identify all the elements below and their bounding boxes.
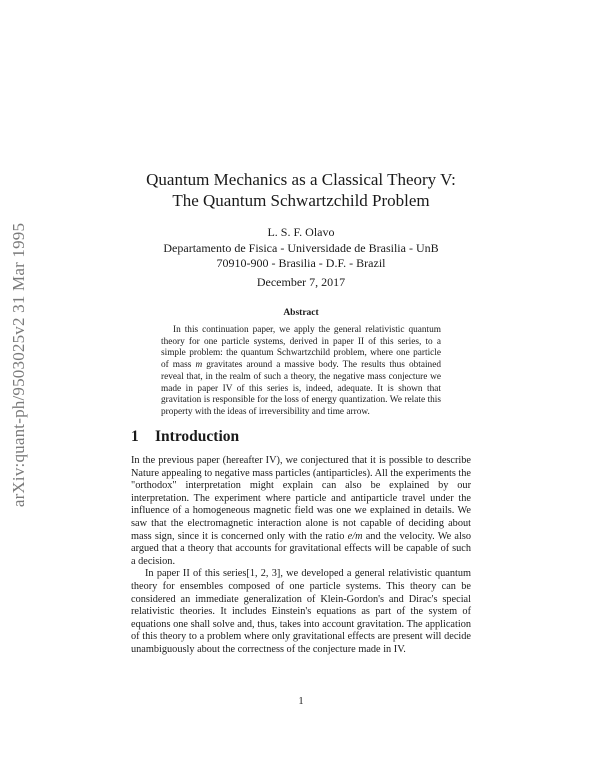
title-line-1: Quantum Mechanics as a Classical Theory V: (146, 170, 456, 189)
ratio-symbol: e/m (347, 530, 363, 542)
affiliation-line-2: 70910-900 - Brasilia - D.F. - Brazil (216, 256, 386, 270)
abstract-text-part-a: In this continuation paper, we apply the general relativistic quantum theory for one particle systems, derived in paper II of this series, to a simple problem: the quantum Schwartzchild problem, where one particle of mass (161, 325, 441, 371)
mass-symbol: m (195, 360, 203, 371)
author-block (131, 225, 471, 272)
title-line-2: The Quantum Schwartzchild Problem (172, 191, 430, 210)
arxiv-stamp (0, 0, 38, 776)
section-title: Introduction (155, 428, 240, 445)
paragraph-1 (131, 455, 471, 568)
author-name: L. S. F. Olavo (267, 225, 335, 239)
paragraph-1-part-a: In the previous paper (hereafter IV), we conjectured that it is possible to describe Nature appealing to negative mass particles (antiparticles). All the experiments the "orthodox" interpretation might explain can also be explained by our interpretation. The experiment where particle and antiparticle travel under the influence of a homogeneous magnetic field was one we explained in details. We saw that the electromagnetic interaction alone is not capable of deciding about mass sign, since it is concerned only with the ratio (131, 455, 471, 542)
paragraph-2: In paper II of this series[1, 2, 3], we developed a general relativistic quantum theory for ensembles composed of one particle systems. This theory can be considered an immediate generalization of Klein-Gordon's and Dirac's special relativistic theories. It includes Einstein's equations as part of the system of equations one shall solve and, thus, takes into account gravitation. The application of this theory to a problem where only gravitational effects are present will decide unambiguously about the correctness of the conjecture made in IV. (131, 568, 471, 655)
paragraph-1-part-b: and the velocity. We also argued that a theory that accounts for gravitational effects will be capable of such a decision. (131, 530, 471, 567)
abstract-heading: Abstract (283, 308, 319, 318)
page-number: 1 (298, 696, 304, 707)
arxiv-identifier: arXiv:quant-ph/9503025v2 31 Mar 1995 (9, 222, 28, 508)
affiliation-line-1: Departamento de Fisica - Universidade de Brasilia - UnB (163, 240, 439, 255)
section-heading (131, 428, 239, 446)
body-text (131, 455, 471, 657)
abstract-text (161, 325, 441, 419)
paper-date: December 7, 2017 (256, 275, 346, 289)
abstract-text-part-b: gravitates around a massive body. The results thus obtained reveal that, in the realm of such a theory, the negative mass conjecture we made in paper IV of this series is, indeed, adequate. It is shown that gravitation is responsible for the loss of energy quantization. We relate this property with the ideas of irreversibility and time arrow. (161, 360, 441, 417)
section-number: 1 (131, 428, 139, 445)
paper-title (131, 169, 471, 211)
